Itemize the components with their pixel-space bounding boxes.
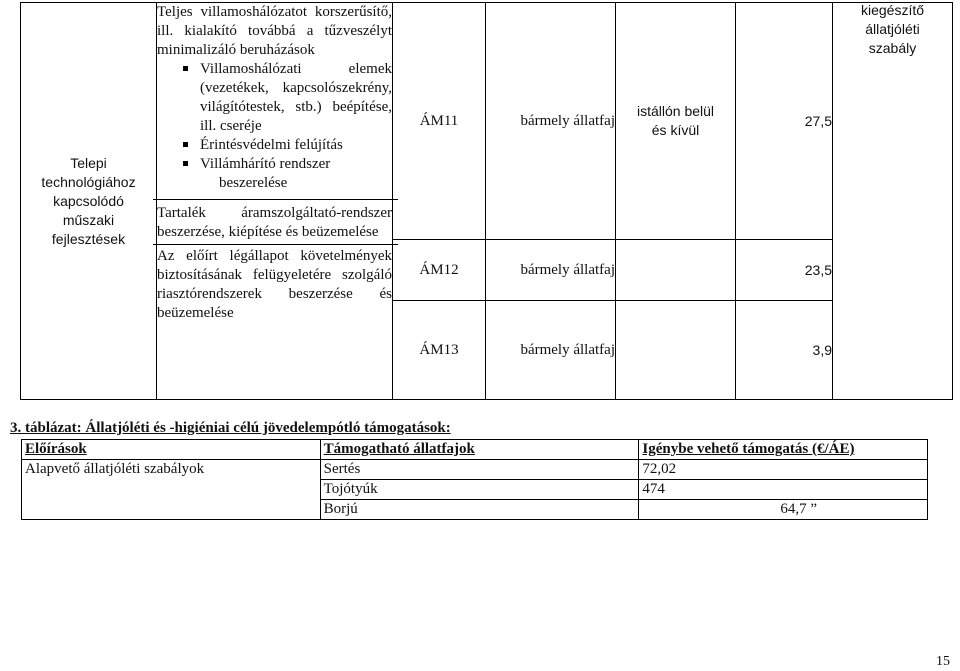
description-para-3: Az előírt légállapot követelmények biztosításának felügyeletére szolgáló riasztórendszerek beszerzése és beüzemelése: [157, 248, 392, 321]
rule-cell: [833, 3, 953, 400]
upper-table: [20, 2, 953, 400]
table-row: [22, 500, 928, 520]
header-cell: Igénybe vehető támogatás (€/ÁE): [639, 440, 928, 460]
rule-label: kiegészítő állatjóléti szabály: [860, 2, 925, 56]
table-row: [22, 460, 928, 480]
animal-cell: [486, 240, 616, 301]
location-cell: [616, 240, 736, 301]
bullet-item: [183, 136, 392, 155]
header-cell: Előírások: [22, 440, 321, 460]
page-number: 15: [936, 654, 950, 669]
rule-cell: Alapvető állatjóléti szabályok: [22, 460, 321, 480]
measure-code: ÁM12: [419, 261, 459, 278]
species-cell: Borjú: [320, 500, 639, 520]
bullet-square-icon: [183, 161, 188, 166]
rule-cell: [22, 480, 321, 500]
animal-species: bármely állatfaj: [520, 341, 615, 358]
bullet-square-icon: [183, 142, 188, 147]
description-cell: [157, 3, 393, 400]
support-value: 23,5: [804, 261, 832, 278]
bullet-item: [183, 60, 392, 136]
animal-species: bármely állatfaj: [520, 261, 615, 278]
bullet-item: [183, 155, 392, 174]
lower-table: [21, 439, 928, 520]
description-intro: Teljes villamoshálózatot korszerűsítő, ill. kialakító továbbá a tűzveszélyt minimalizáló beruházások: [157, 4, 392, 58]
bullet-text: Érintésvédelmi felújítás: [200, 137, 343, 153]
header-cell: Támogatható állatfajok: [320, 440, 639, 460]
bullet-square-icon: [183, 66, 188, 71]
table-caption: 3. táblázat: Állatjóléti és -higiéniai célú jövedelempótló támogatások:: [10, 420, 451, 436]
support-value: 3,9: [812, 341, 832, 358]
rule-cell: [22, 500, 321, 520]
species-cell: Sertés: [320, 460, 639, 480]
measure-code: ÁM13: [419, 341, 459, 358]
description-para-2: Tartalék áramszolgáltató-rendszer beszerzése, kiépítése és beüzemelése: [157, 205, 392, 240]
value-cell: [736, 301, 833, 400]
support-value: 27,5: [804, 112, 832, 129]
value-cell: [736, 240, 833, 301]
code-cell: [393, 240, 486, 301]
amount-cell: 64,7 ”: [639, 500, 928, 520]
location-cell: [616, 3, 736, 240]
category-label: Telepi technológiához kapcsolódó műszaki fejlesztések: [41, 154, 136, 247]
species-cell: Tojótyúk: [320, 480, 639, 500]
animal-cell: [486, 3, 616, 240]
amount-cell: 72,02: [639, 460, 928, 480]
value-cell: [736, 3, 833, 240]
code-cell: [393, 301, 486, 400]
bullet-text: Villámhárító rendszer: [200, 156, 331, 172]
category-cell: [21, 3, 157, 400]
bullet-continuation: beszerelése: [219, 175, 288, 191]
code-cell: [393, 3, 486, 240]
measure-code: ÁM11: [419, 112, 459, 129]
location-label: istállón belül és kívül: [636, 103, 715, 138]
table-header-row: [22, 440, 928, 460]
amount-cell: 474: [639, 480, 928, 500]
animal-cell: [486, 301, 616, 400]
animal-species: bármely állatfaj: [520, 112, 615, 129]
bullet-text: Villamoshálózati elemek (vezetékek, kapcsolószekrény, világítótestek, stb.) beépítése, ill. cseréje: [200, 61, 392, 134]
location-cell: [616, 301, 736, 400]
table-row: [22, 480, 928, 500]
